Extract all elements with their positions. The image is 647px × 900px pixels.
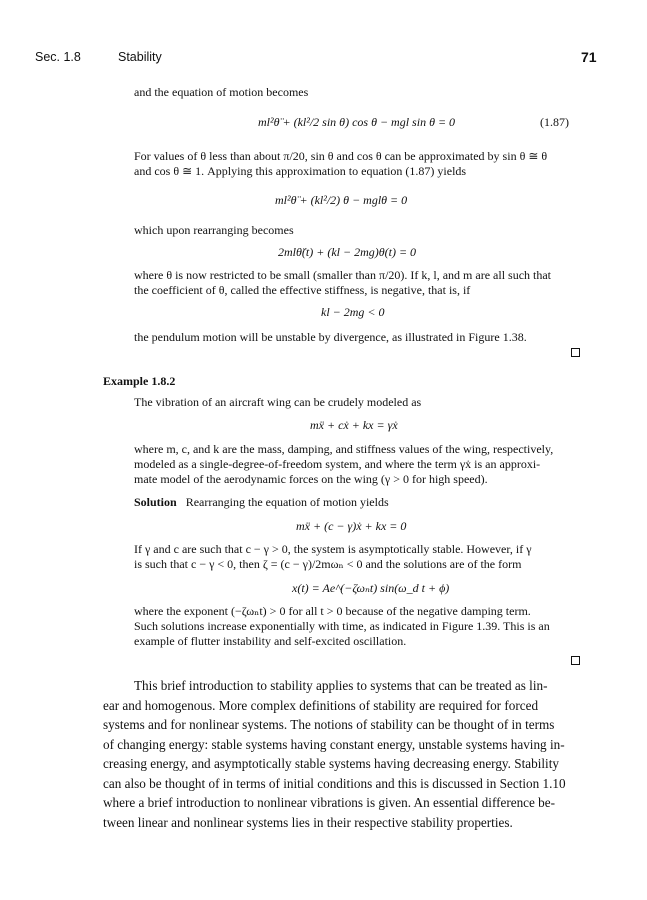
text-line: where θ is now restricted to be small (smaller than π/20). If k, l, and m are all such that: [134, 268, 552, 282]
equation-1-87: ml²θ̈ + (kl²/2 sin θ) cos θ − mgl sin θ = 0: [258, 115, 456, 129]
text-line: where the exponent (−ζωₙt) > 0 for all t > 0 because of the negative damping term.: [134, 604, 531, 618]
paragraph-line: where a brief introduction to nonlinear vibrations is given. An essential difference be-: [103, 795, 556, 810]
paragraph-line: tween linear and nonlinear systems lies in their respective stability properties.: [103, 815, 513, 830]
solution-label: Solution: [134, 495, 177, 509]
paragraph-line: can also be thought of in terms of initial conditions and this is discussed in Section 1.10: [103, 776, 566, 791]
text-line: is such that c − γ < 0, then ζ = (c − γ)/2mωₙ < 0 and the solutions are of the form: [134, 557, 522, 571]
equation: mẍ + (c − γ)ẋ + kx = 0: [296, 519, 407, 533]
solution-text: Rearranging the equation of motion yields: [185, 495, 389, 509]
equation: ml²θ̈ + (kl²/2) θ − mglθ = 0: [275, 193, 408, 207]
equation: x(t) = Ae^(−ζωₙt) sin(ω_d t + ϕ): [292, 581, 450, 595]
page-number: 71: [581, 49, 597, 65]
paragraph-line: systems and for nonlinear systems. The notions of stability can be thought of in terms: [103, 717, 555, 732]
end-of-proof-box: [571, 656, 580, 665]
text-line: For values of θ less than about π/20, sin θ and cos θ can be approximated by sin θ ≅ θ: [134, 149, 548, 163]
example-heading: Example 1.8.2: [103, 374, 176, 388]
equation: 2mlθ̈(t) + (kl − 2mg)θ(t) = 0: [278, 245, 417, 259]
text-line: The vibration of an aircraft wing can be crudely modeled as: [134, 395, 422, 409]
paragraph-line: creasing energy, and asymptotically stable systems having decreasing energy. Stability: [103, 756, 559, 771]
text-line: modeled as a single-degree-of-freedom system, and where the term γẋ is an approxi-: [134, 457, 541, 471]
equation-number: (1.87): [540, 115, 569, 129]
text-line: example of flutter instability and self-excited oscillation.: [134, 634, 407, 648]
text-line: the coefficient of θ, called the effective stiffness, is negative, that is, if: [134, 283, 471, 297]
text-line: If γ and c are such that c − γ > 0, the system is asymptotically stable. However, if γ: [134, 542, 532, 556]
text-line: where m, c, and k are the mass, damping, and stiffness values of the wing, respectively,: [134, 442, 554, 456]
paragraph-line: of changing energy: stable systems having constant energy, unstable systems having in-: [103, 737, 565, 752]
running-title: Stability: [118, 50, 162, 64]
text-line: and cos θ ≅ 1. Applying this approximation to equation (1.87) yields: [134, 164, 467, 178]
text-line: the pendulum motion will be unstable by divergence, as illustrated in Figure 1.38.: [134, 330, 527, 344]
paragraph-line: ear and homogenous. More complex definitions of stability are required for forced: [103, 698, 539, 713]
equation: mẍ + cẋ + kx = γẋ: [310, 418, 398, 432]
text-line: which upon rearranging becomes: [134, 223, 294, 237]
paragraph-line: This brief introduction to stability applies to systems that can be treated as lin-: [134, 678, 548, 693]
end-of-proof-box: [571, 348, 580, 357]
text-line: Such solutions increase exponentially with time, as indicated in Figure 1.39. This is an: [134, 619, 550, 633]
text-line: and the equation of motion becomes: [134, 85, 309, 99]
equation: kl − 2mg < 0: [321, 305, 385, 319]
text-line: mate model of the aerodynamic forces on the wing (γ > 0 for high speed).: [134, 472, 488, 486]
section-label: Sec. 1.8: [35, 50, 81, 64]
solution-line: [134, 495, 389, 509]
